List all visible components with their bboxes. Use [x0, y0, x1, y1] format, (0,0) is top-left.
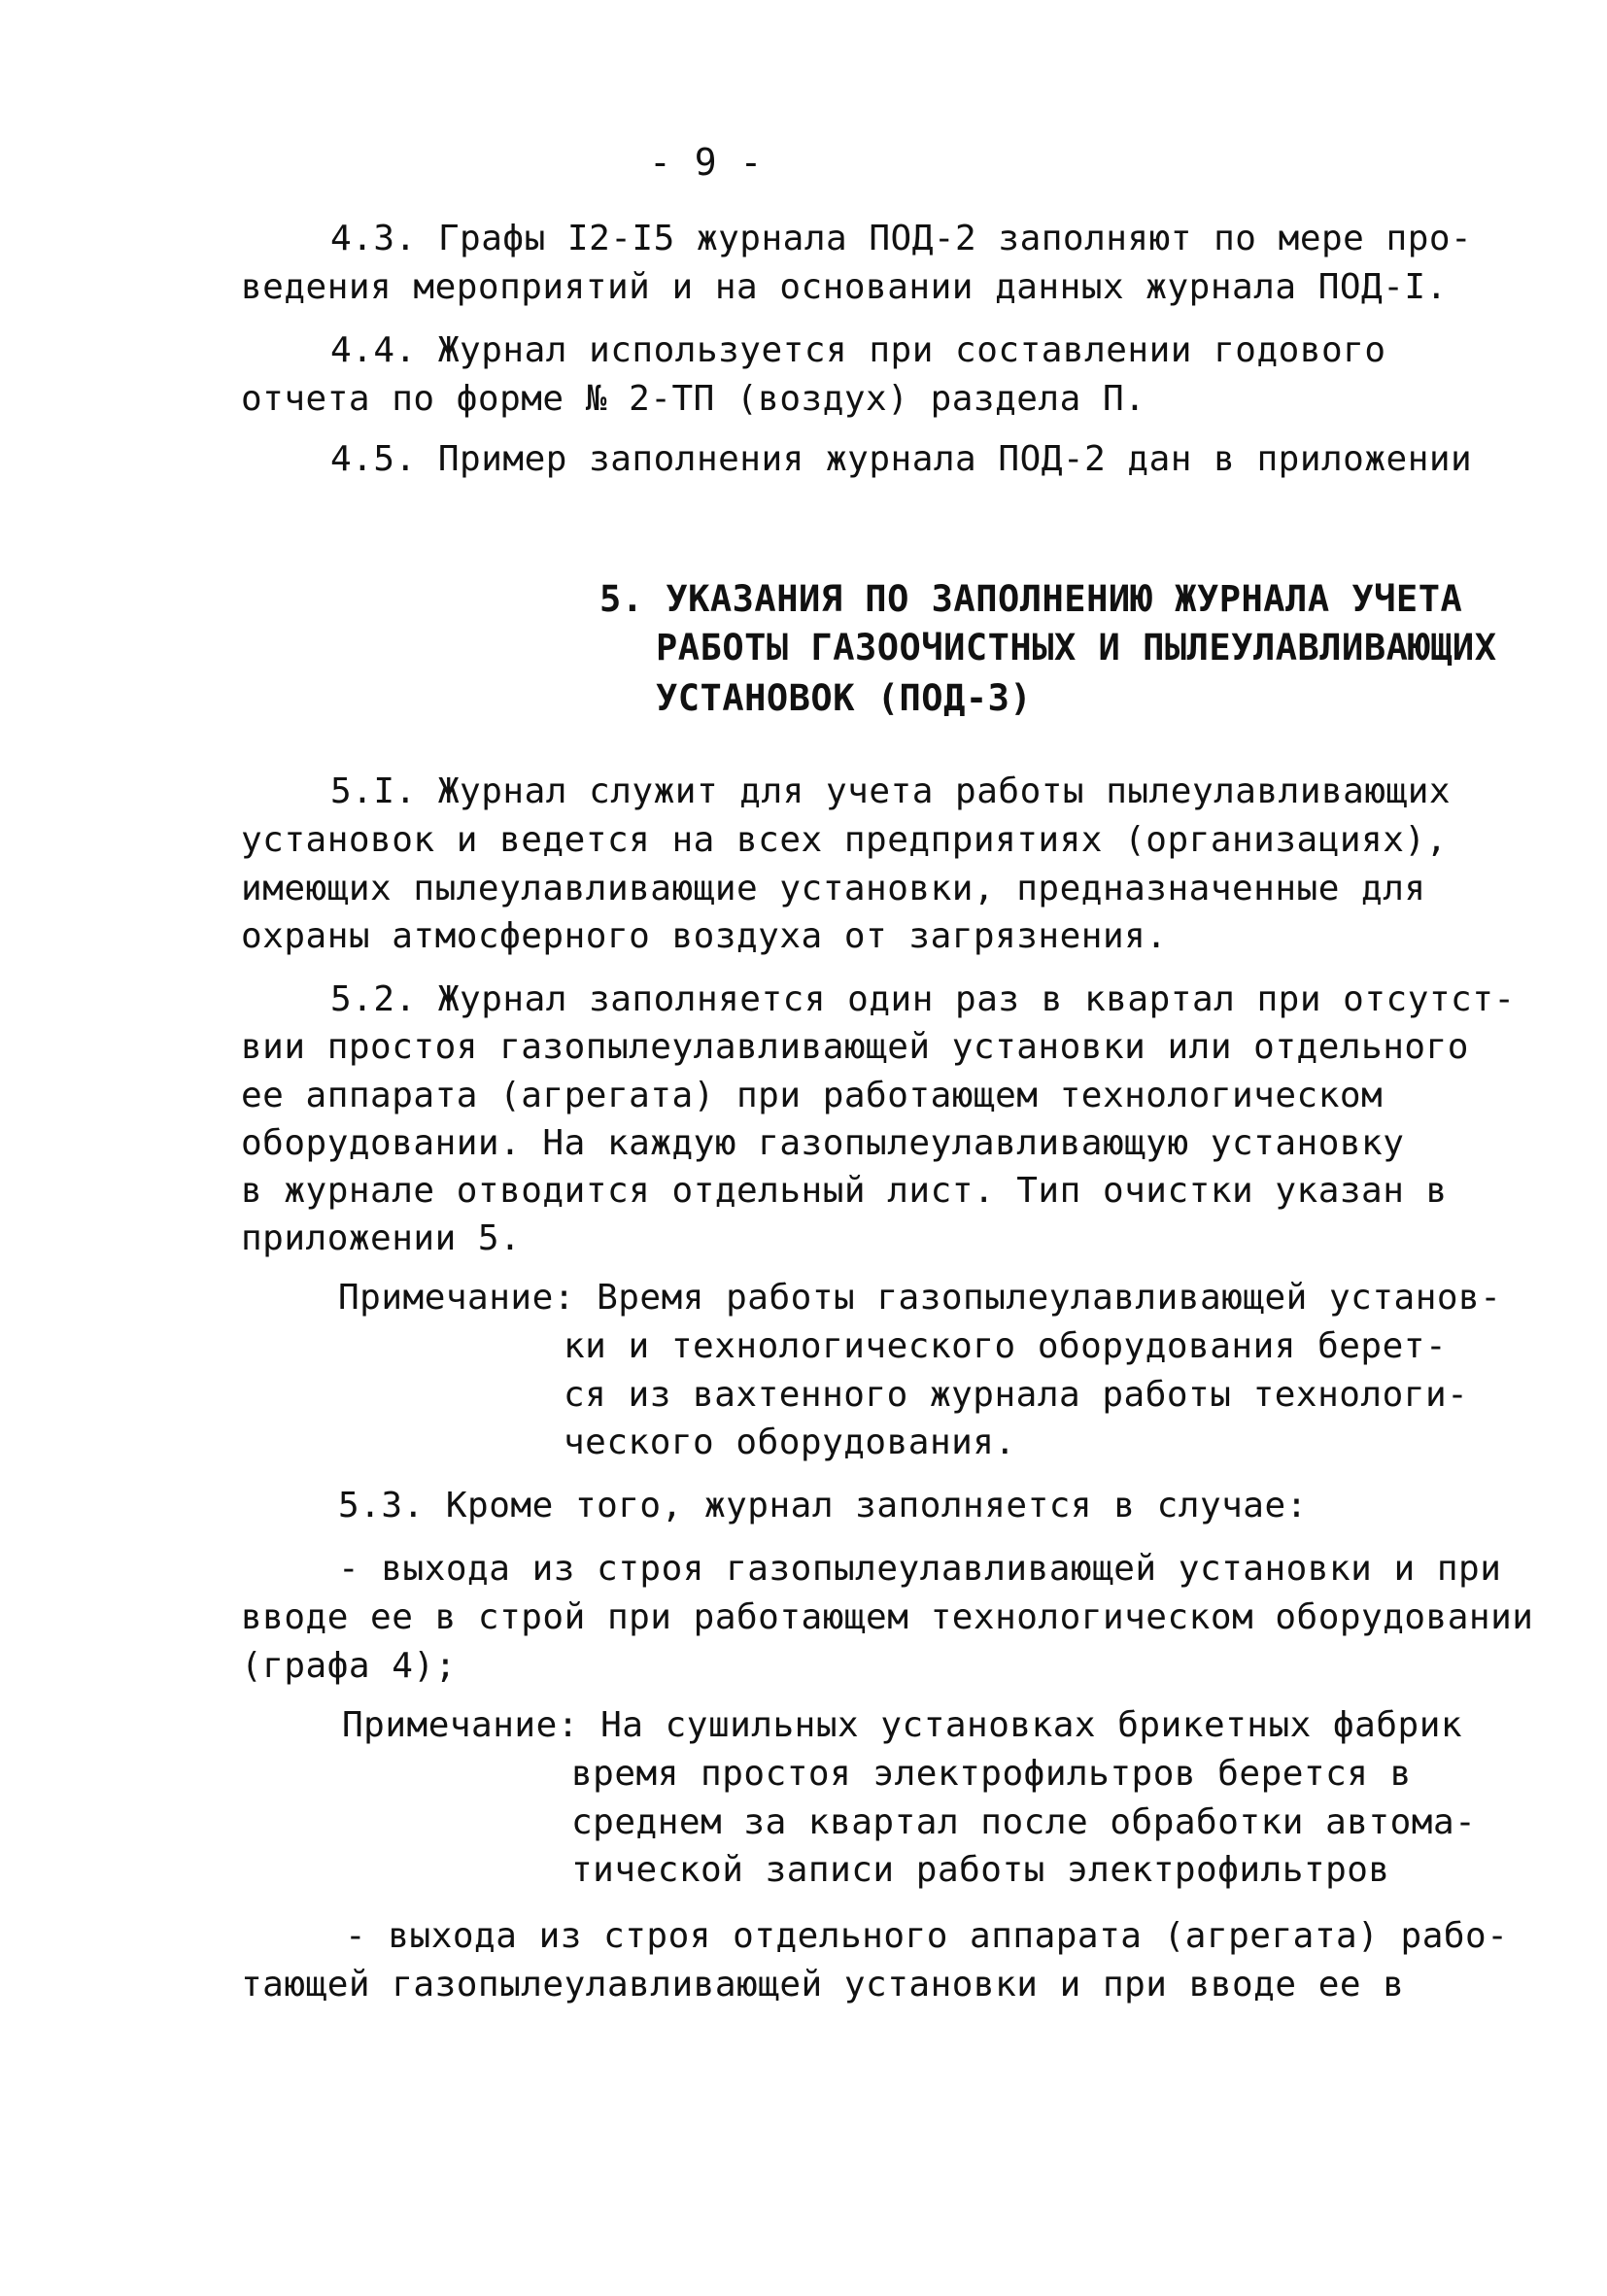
text-line: 5.3. Кроме того, журнал заполняется в случае: [338, 1486, 1308, 1525]
text-line: (графа 4); [241, 1646, 457, 1686]
text-line: ческого оборудования. [564, 1422, 1016, 1462]
text-line: Примечание: На сушильных установках брикетных фабрик [342, 1705, 1463, 1745]
text-line: ся из вахтенного журнала работы технологи- [564, 1375, 1469, 1415]
text-line: - выхода из строя отдельного аппарата (агрегата) рабо- [345, 1916, 1509, 1956]
text-line: 4.5. Пример заполнения журнала ПОД-2 дан в приложении [330, 439, 1473, 479]
text-line: ее аппарата (агрегата) при работающем технологическом [241, 1076, 1384, 1115]
text-line: оборудовании. На каждую газопылеулавливающую установку [241, 1123, 1405, 1163]
text-line: 5.I. Журнал служит для учета работы пылеулавливающих [330, 771, 1452, 811]
heading-line: РАБОТЫ ГАЗООЧИСТНЫХ И ПЫЛЕУЛАВЛИВАЮЩИХ [656, 627, 1497, 668]
text-line: 5.2. Журнал заполняется один раз в квартал при отсутст- [330, 979, 1516, 1019]
text-line: имеющих пылеулавливающие установки, предназначенные для [241, 869, 1426, 908]
text-line: приложении 5. [241, 1218, 522, 1258]
text-line: время простоя электрофильтров берется в [571, 1754, 1412, 1794]
text-line: тающей газопылеулавливающей установки и при вводе ее в [241, 1965, 1405, 2005]
text-line: охраны атмосферного воздуха от загрязнения. [241, 916, 1168, 956]
text-line: 4.3. Графы I2-I5 журнала ПОД-2 заполняют по мере про- [330, 219, 1473, 258]
heading-line: УСТАНОВОК (ПОД-3) [656, 677, 1033, 719]
text-line: тической записи работы электрофильтров [571, 1850, 1390, 1890]
text-line: - выхода из строя газопылеулавливающей установки и при [338, 1549, 1502, 1589]
text-line: Примечание: Время работы газопылеулавливающей установ- [338, 1278, 1502, 1318]
heading-line: 5. УКАЗАНИЯ ПО ЗАПОЛНЕНИЮ ЖУРНАЛА УЧЕТА [599, 578, 1463, 620]
text-line: в журнале отводится отдельный лист. Тип очистки указан в [241, 1171, 1448, 1211]
text-line: ки и технологического оборудования берет- [564, 1326, 1448, 1366]
page-number: - 9 - [649, 141, 763, 184]
text-line: 4.4. Журнал используется при составлении годового [330, 330, 1386, 370]
text-line: среднем за квартал после обработки автома- [571, 1802, 1477, 1842]
text-line: вии простоя газопылеулавливающей установки или отдельного [241, 1027, 1469, 1067]
text-line: ведения мероприятий и на основании данных журнала ПОД-I. [241, 267, 1448, 307]
text-line: установок и ведется на всех предприятиях (организациях), [241, 820, 1448, 860]
text-line: вводе ее в строй при работающем технологическом оборудовании [241, 1597, 1534, 1637]
text-line: отчета по форме № 2-ТП (воздух) раздела П. [241, 379, 1146, 419]
